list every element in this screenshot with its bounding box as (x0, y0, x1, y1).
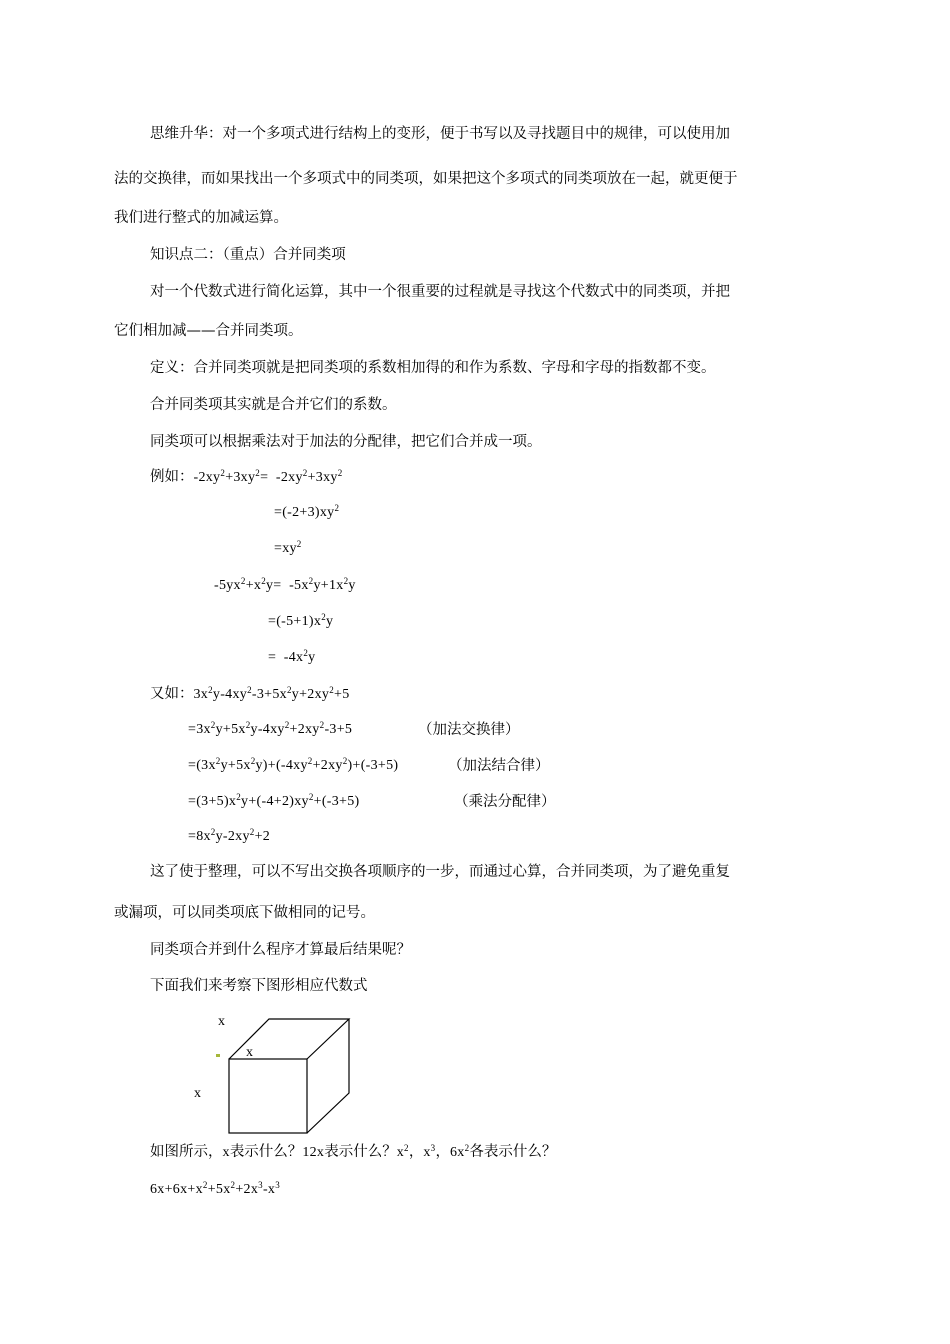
example-line (150, 467, 343, 488)
paragraph-line: 或漏项，可以同类项底下做相同的记号。 (114, 905, 375, 921)
paragraph-line: 法的交换律，而如果找出一个多项式中的同类项，如果把这个多项式的同类项放在一起，就更便于 (114, 171, 738, 187)
question-text: 各表示什么？ (469, 1144, 557, 1160)
question-text: 如图所示， (150, 1144, 223, 1160)
law-note: （加法交换律） (418, 722, 520, 738)
math-expression: $=(-2+3)xy^2$ (274, 503, 340, 520)
law-note: （加法结合律） (448, 758, 550, 774)
marker-dash (216, 1054, 220, 1057)
cube-label-x: x (218, 1014, 225, 1029)
law-note: （乘法分配律） (454, 794, 556, 810)
math-expression: $3x^2y-4xy^2-3+5x^2y+2xy^2+5$ (193, 685, 350, 702)
paragraph-line: 思维升华：对一个多项式进行结构上的变形，便于书写以及寻找题目中的规律，可以使用加 (150, 126, 730, 142)
example-intro: 又如： (150, 686, 194, 702)
question-line (150, 1142, 556, 1163)
cube-side-face (307, 1019, 349, 1133)
paragraph-line: 下面我们来考察下图形相应代数式 (150, 978, 368, 994)
paragraph-line: 合并同类项其实就是合并它们的系数。 (150, 397, 397, 413)
definition-text: 定义：合并同类项就是把同类项的系数相加得的和作为系数、字母和字母的指数都不变。 (150, 360, 716, 376)
math-expression: $6x+6x+x^2+5x^2+2x^3-x^3$ (150, 1180, 281, 1197)
paragraph-line: 对一个代数式进行简化运算，其中一个很重要的过程就是寻找这个代数式中的同类项，并把 (150, 284, 730, 300)
math-expression: $=(3+5)x^2y+(-4+2)xy^2+(-3+5)$ (188, 792, 360, 809)
math-expression: $=(-5+1)x^2y$ (268, 612, 334, 629)
section-heading: 知识点二：（重点）合并同类项 (150, 247, 346, 263)
paragraph-line: 同类项可以根据乘法对于加法的分配律，把它们合并成一项。 (150, 434, 542, 450)
math-expression: $=8x^2y-2xy^2+2$ (188, 827, 271, 844)
math-expression: = $-4x^2y$ (268, 648, 316, 665)
math-expression: $-2xy^2+3xy^2= -2xy^2+3xy^2$ (193, 468, 343, 485)
example-intro: 例如： (150, 469, 194, 485)
paragraph-line: 这了使于整理，可以不写出交换各项顺序的一步，而通过心算，合并同类项，为了避免重复 (150, 864, 730, 880)
math-expression: $=(3x^2y+5x^2y)+(-4xy^2+2xy^2)+(-3+5)$ (188, 756, 399, 773)
question-text: ， (435, 1144, 450, 1160)
cube-front-face (229, 1059, 307, 1133)
paragraph-line: 同类项合并到什么程序才算最后结果呢？ (150, 942, 411, 958)
paragraph-line: 它们相加减——合并同类项。 (114, 323, 303, 339)
math-expression: $x^2$ (396, 1143, 409, 1160)
cube-label-x: x (194, 1086, 201, 1101)
cube-figure (185, 1005, 360, 1135)
cube-label-x: x (246, 1045, 253, 1060)
math-var: x (222, 1145, 230, 1160)
paragraph-line: 我们进行整式的加减运算。 (114, 210, 288, 226)
example-line (150, 684, 350, 705)
question-text: 表示什么？ (324, 1144, 397, 1160)
math-expression: $=3x^2y+5x^2y-4xy^2+2xy^2-3+5$ (188, 720, 353, 737)
math-expression: $x^3$ (423, 1143, 436, 1160)
math-expression: $-5yx^2+x^2y= -5x^2y+1x^2y$ (214, 576, 356, 593)
question-text: ， (408, 1144, 424, 1160)
question-text: 表示什么？ (229, 1144, 303, 1160)
math-var: 12x (302, 1145, 325, 1160)
math-expression: $6x^2$ (449, 1143, 470, 1160)
math-expression: $=xy^2$ (274, 539, 302, 556)
